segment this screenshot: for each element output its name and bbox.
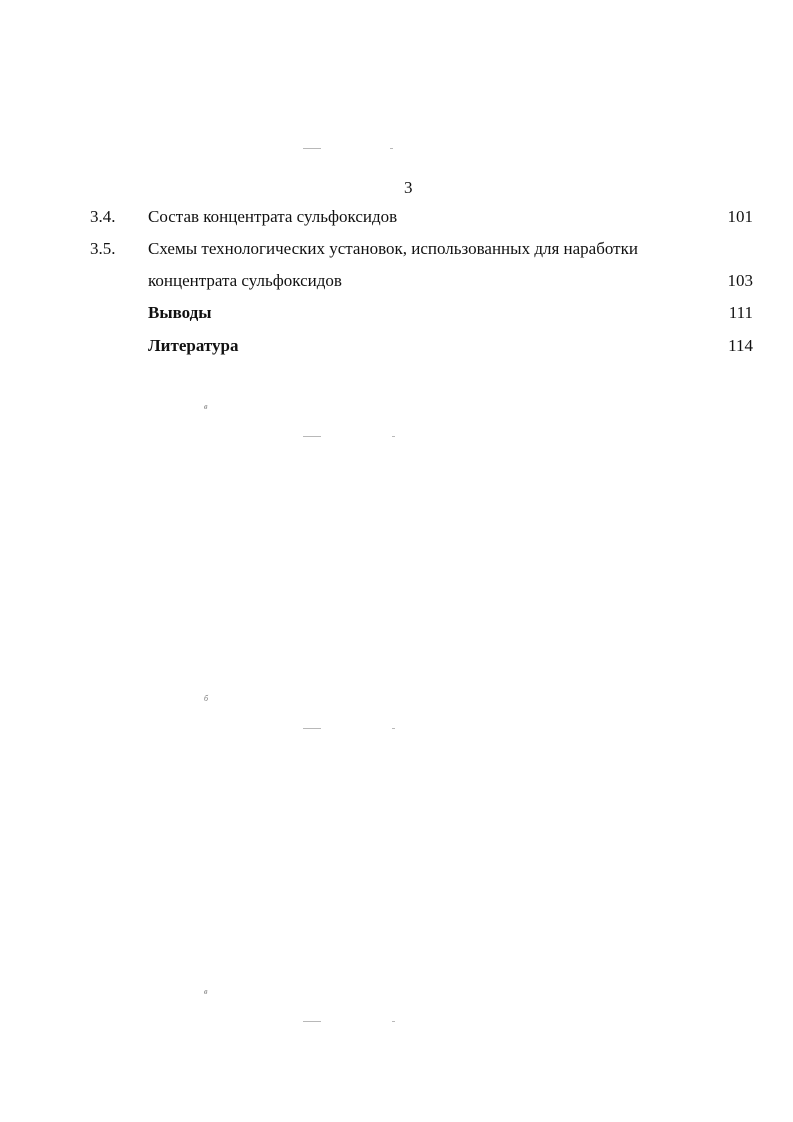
scan-artifact bbox=[390, 148, 393, 149]
toc-entry bbox=[0, 205, 793, 229]
scan-artifact bbox=[303, 148, 321, 149]
scan-artifact bbox=[303, 1021, 321, 1022]
toc-entry-number: 3.5. bbox=[90, 239, 116, 258]
page-number: 3 bbox=[404, 178, 413, 197]
toc-entry-page: 103 bbox=[727, 271, 753, 290]
toc-entry-page: 101 bbox=[727, 207, 753, 226]
scan-artifact bbox=[303, 436, 321, 437]
toc-entry-title: Состав концентрата сульфоксидов bbox=[148, 207, 398, 226]
toc-entry bbox=[0, 334, 793, 358]
scan-artifact bbox=[392, 728, 395, 729]
toc-entry bbox=[0, 301, 793, 325]
toc-entry-page: 111 bbox=[728, 303, 753, 322]
toc-entry-title: Выводы bbox=[148, 303, 212, 322]
toc-entry-title: Схемы технологических установок, использованных для наработки bbox=[148, 239, 638, 258]
toc-entry-title: концентрата сульфоксидов bbox=[148, 271, 342, 290]
toc-entry bbox=[0, 237, 793, 261]
scan-mark: в bbox=[204, 987, 208, 996]
scan-mark: в bbox=[204, 402, 208, 411]
toc-entry bbox=[0, 269, 793, 293]
toc-entry-number: 3.4. bbox=[90, 207, 116, 226]
toc-entry-page: 114 bbox=[728, 336, 753, 355]
scan-artifact bbox=[392, 436, 395, 437]
scan-artifact bbox=[303, 728, 321, 729]
scan-artifact bbox=[392, 1021, 395, 1022]
toc-entry-title: Литература bbox=[148, 336, 239, 355]
scan-mark: б bbox=[204, 694, 209, 703]
